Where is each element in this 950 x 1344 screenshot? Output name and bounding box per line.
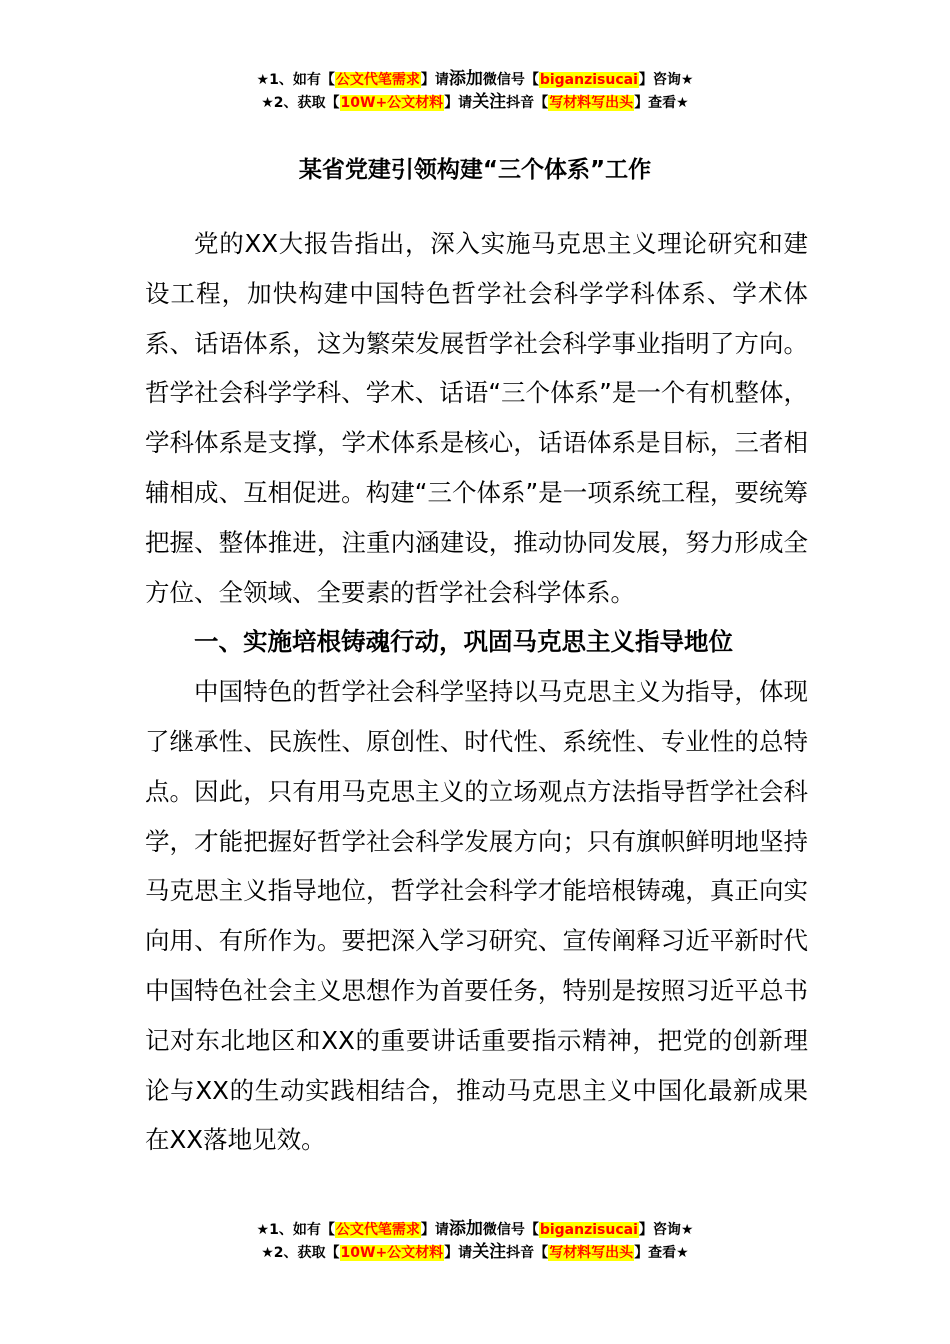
promo-highlight-materials: 10W+公文材料	[340, 95, 444, 111]
promo-text: 抖音【	[506, 1245, 549, 1261]
promo-line-1	[0, 1218, 950, 1241]
section-heading-1: 一、实施培根铸魂行动，巩固马克思主义指导地位	[194, 627, 733, 657]
promo-text: 】请	[420, 72, 449, 88]
promo-text: 抖音【	[506, 95, 549, 111]
promo-text: 微信号【	[482, 72, 539, 88]
promo-banner-top	[0, 68, 950, 114]
promo-text: 】咨询★	[638, 1222, 694, 1238]
document-body	[145, 219, 808, 1165]
document-title: 某省党建引领构建“三个体系”工作	[298, 157, 652, 183]
promo-emphasis: 关注	[472, 92, 507, 112]
promo-highlight-wechat-id: biganzisucai	[539, 72, 638, 88]
promo-text: 】查看★	[634, 95, 689, 111]
promo-text: 】查看★	[634, 1245, 689, 1261]
promo-highlight-douyin-id: 写材料写出头	[549, 95, 634, 111]
promo-text: 】咨询★	[638, 72, 694, 88]
promo-text: ★1、如有【	[256, 1222, 335, 1238]
promo-highlight-douyin-id: 写材料写出头	[549, 1245, 634, 1261]
body-paragraph-section-1: 中国特色的哲学社会科学坚持以马克思主义为指导，体现了继承性、民族性、原创性、时代性、系统性、专业性的总特点。因此，只有用马克思主义的立场观点方法指导哲学社会科学，才能把握好哲学社会科学发展方向；只有旗帜鲜明地坚持马克思主义指导地位，哲学社会科学才能培根铸魂，真正向实向用、有所作为。要把深入学习研究、宣传阐释习近平新时代中国特色社会主义思想作为首要任务，特别是按照习近平总书记对东北地区和XX的重要讲话重要指示精神，把党的创新理论与XX的生动实践相结合，推动马克思主义中国化最新成果在XX落地见效。	[145, 677, 808, 1155]
promo-text: ★2、获取【	[261, 95, 340, 111]
promo-text: 】请	[444, 95, 473, 111]
promo-banner-bottom	[0, 1218, 950, 1264]
promo-text: 】请	[420, 1222, 449, 1238]
promo-highlight-materials: 10W+公文材料	[340, 1245, 444, 1261]
promo-highlight-wechat-id: biganzisucai	[539, 1222, 638, 1238]
promo-text: 】请	[444, 1245, 473, 1261]
promo-emphasis: 关注	[472, 1242, 507, 1262]
promo-text: ★2、获取【	[261, 1245, 340, 1261]
promo-text: ★1、如有【	[256, 72, 335, 88]
promo-line-2	[0, 1241, 950, 1264]
promo-highlight-service: 公文代笔需求	[335, 72, 420, 88]
promo-emphasis: 添加	[448, 69, 483, 89]
promo-highlight-service: 公文代笔需求	[335, 1222, 420, 1238]
promo-line-1	[0, 68, 950, 91]
promo-emphasis: 添加	[448, 1219, 483, 1239]
promo-line-2	[0, 91, 950, 114]
body-paragraph-intro: 党的XX大报告指出，深入实施马克思主义理论研究和建设工程，加快构建中国特色哲学社会科学学科体系、学术体系、话语体系，这为繁荣发展哲学社会科学事业指明了方向。哲学社会科学学科、学术、话语“三个体系”是一个有机整体，学科体系是支撑，学术体系是核心，话语体系是目标，三者相辅相成、互相促进。构建“三个体系”是一项系统工程，要统筹把握、整体推进，注重内涵建设，推动协同发展，努力形成全方位、全领域、全要素的哲学社会科学体系。	[145, 229, 808, 607]
promo-text: 微信号【	[482, 1222, 539, 1238]
